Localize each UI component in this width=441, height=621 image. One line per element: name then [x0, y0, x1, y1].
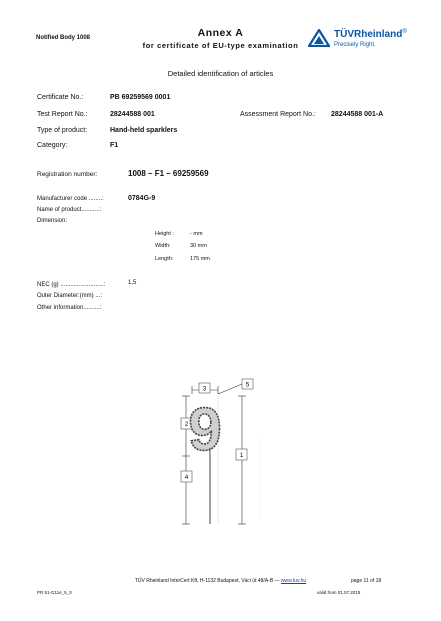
callout-4: 4	[184, 475, 189, 481]
footer-address: TÜV Rheinland InterCert Kft. H-1132 Budapest, Váci út 48/A-B — www.tuv.hu	[134, 578, 307, 584]
length-value: 175 mm	[190, 256, 210, 262]
assessment-report-label: Assessment Report No.:	[240, 111, 316, 118]
sparkler-glyph: 9	[188, 396, 222, 463]
category-label: Category:	[37, 142, 68, 149]
nec-label: NEC (g) ..........................:	[37, 282, 106, 288]
notified-body: Notified Body 1008	[36, 35, 91, 41]
tuv-triangle-logo-icon	[308, 29, 330, 47]
annex-subtitle: for certificate of EU-type examination	[142, 41, 299, 50]
outer-diameter-label: Outer Diameter:(mm) ...:	[37, 293, 103, 299]
test-report-value: 28244588 001	[110, 111, 155, 118]
page-number: page 11 of 18	[351, 578, 382, 584]
annex-title: Annex A	[197, 27, 244, 39]
registration-value: 1008 – F1 – 69259569	[128, 169, 209, 178]
callout-2: 2	[184, 422, 189, 428]
manufacturer-code-label: Manufacturer code ........:	[37, 196, 104, 202]
certificate-no-label: Certificate No.:	[37, 94, 84, 101]
width-label: Width:	[155, 243, 171, 249]
assessment-report-value: 28244588 001-A	[331, 111, 384, 118]
logo-slogan: Precisely Right.	[334, 42, 376, 48]
callout-3: 3	[202, 386, 207, 393]
nec-value: 1,5	[128, 280, 137, 286]
footer-link[interactable]: www.tuv.hu	[280, 578, 307, 584]
certificate-no-value: PB 69259569 0001	[110, 94, 171, 101]
logo-name: TÜVRheinland®	[334, 29, 407, 40]
form-number: PR 51-G11e_5_0	[37, 590, 72, 595]
width-value: 30 mm	[190, 243, 207, 249]
product-name-label: Name of product...........:	[37, 207, 102, 213]
type-of-product-value: Hand-held sparklers	[110, 127, 178, 134]
manufacturer-code-value: 0784G-9	[128, 195, 156, 202]
product-drawing	[170, 378, 270, 528]
registration-label: Registration number:	[37, 171, 98, 178]
valid-from: valid from 01.07.2015	[317, 590, 361, 595]
height-value: - mm	[190, 231, 203, 237]
dimension-label: Dimension:	[37, 218, 68, 224]
height-label: Height :	[155, 231, 174, 237]
category-value: F1	[110, 142, 119, 149]
tuv-logo	[308, 28, 418, 52]
test-report-label: Test Report No.:	[37, 111, 88, 118]
callout-1: 1	[239, 453, 244, 459]
type-of-product-label: Type of product:	[37, 127, 88, 134]
length-label: Length:	[155, 256, 174, 262]
section-title: Detailed identification of articles	[167, 69, 274, 78]
other-information-label: Other information..........:	[37, 305, 102, 311]
callout-5: 5	[245, 382, 250, 389]
